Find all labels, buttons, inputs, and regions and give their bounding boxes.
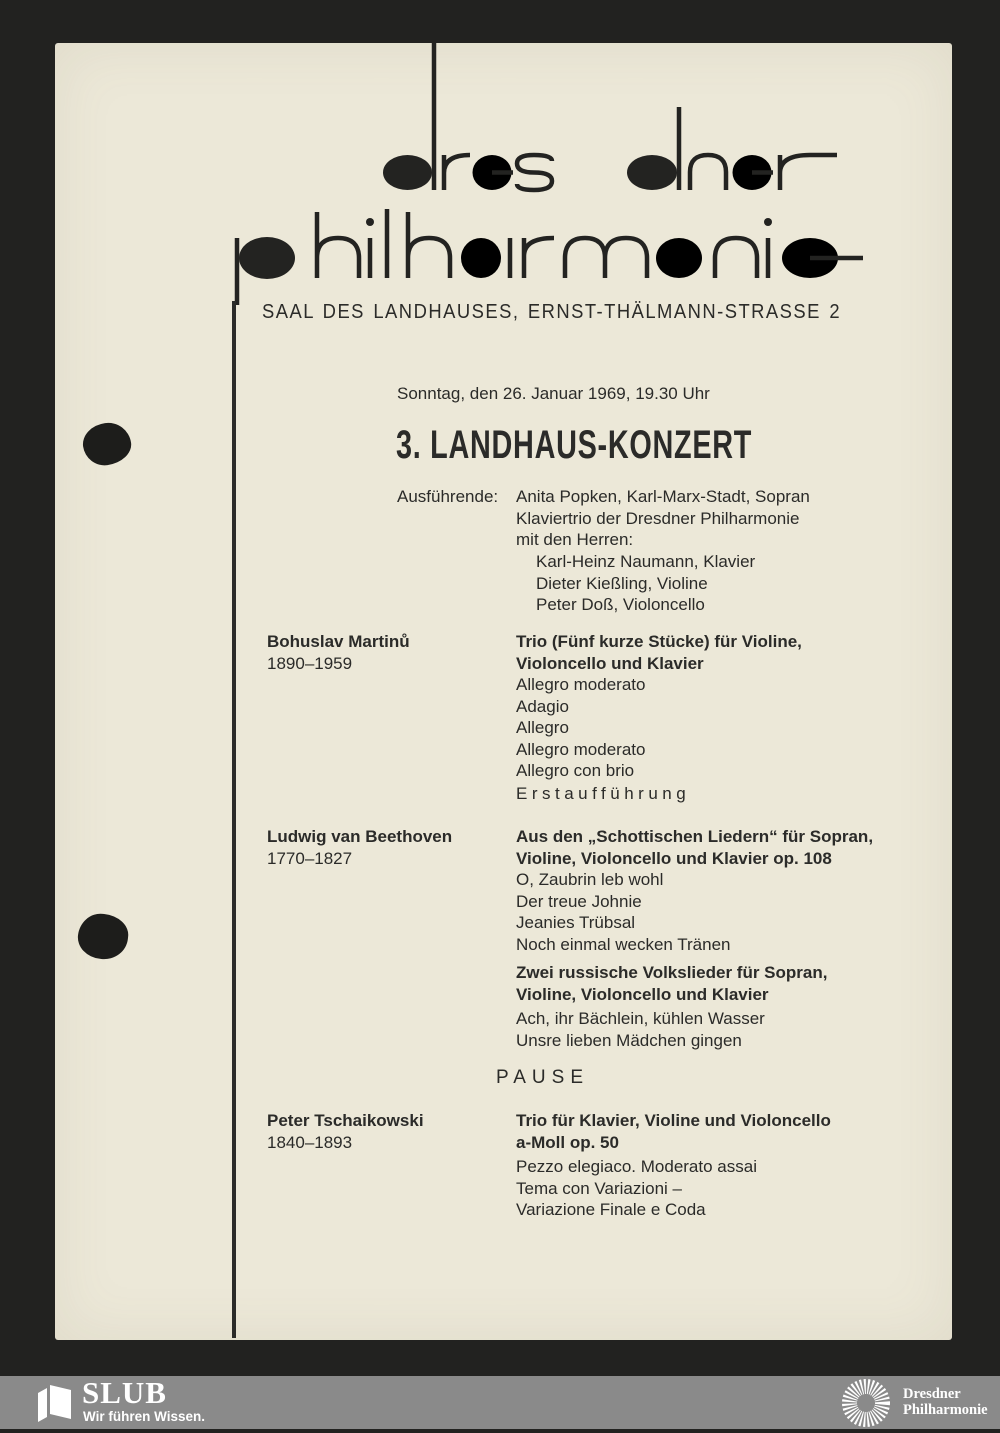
- work-title-line: Trio (Fünf kurze Stücke) für Violine,: [516, 632, 802, 651]
- work-title-line: Trio für Klavier, Violine und Violoncello: [516, 1111, 831, 1130]
- work-title-line: Violoncello und Klavier: [516, 653, 704, 673]
- date-line: Sonntag, den 26. Januar 1969, 19.30 Uhr: [397, 384, 710, 403]
- philharmonie-footer-line1: Dresdner: [903, 1386, 961, 1402]
- composer-dates: 1890–1959: [267, 653, 353, 673]
- performer-line: Dieter Kießling, Violine: [536, 573, 708, 593]
- performer-line: mit den Herren:: [516, 530, 634, 549]
- philharmonie-logo-wordmark: [210, 205, 880, 305]
- program-entry-beethoven-works: [516, 826, 952, 955]
- performers-lines: [516, 486, 810, 551]
- program-entry-tschaikowski-composer: [267, 1110, 517, 1153]
- work-title-line: Zwei russische Volkslieder für Sopran,: [516, 963, 828, 982]
- work-title-line: Aus den „Schottischen Liedern“ für Sopran,: [516, 827, 874, 846]
- performers-label: Ausführende:: [397, 487, 499, 506]
- logo-descender-rule: [232, 301, 236, 1338]
- movement: Ach, ihr Bächlein, kühlen Wasser: [516, 1009, 765, 1028]
- dresdner-logo-wordmark: [380, 43, 850, 193]
- philharmonie-starburst-icon: [836, 1373, 896, 1433]
- work-title-line: a-Moll op. 50: [516, 1132, 619, 1152]
- philharmonie-footer-wordmark: [903, 1386, 988, 1418]
- philharmonie-logo-text: [55, 43, 56, 44]
- movement: Allegro moderato: [516, 739, 646, 759]
- performer-line: Karl-Heinz Naumann, Klavier: [536, 552, 756, 571]
- concert-programme-page: [55, 43, 952, 1340]
- movement: Unsre lieben Mädchen gingen: [516, 1030, 742, 1050]
- pause-label: PAUSE: [496, 1067, 590, 1088]
- movement: Adagio: [516, 696, 569, 716]
- venue-line: SAAL DES LANDHAUSES, ERNST-THÄLMANN-STRASSE 2: [262, 301, 842, 323]
- movement: Allegro: [516, 718, 569, 737]
- composer-dates: 1840–1893: [267, 1132, 353, 1152]
- slub-tagline: Wir führen Wissen.: [83, 1409, 206, 1424]
- program-entry-tschaikowski-works: [516, 1110, 952, 1221]
- composer-dates: 1770–1827: [267, 848, 353, 868]
- composer-name: Peter Tschaikowski: [267, 1111, 424, 1130]
- philharmonie-footer-line2: Philharmonie: [903, 1402, 988, 1418]
- movement: Noch einmal wecken Tränen: [516, 934, 731, 954]
- program-entry-martinu-composer: [267, 631, 517, 674]
- punch-hole-top: [80, 420, 133, 468]
- program-entry-martinu-works: [516, 631, 952, 804]
- performer-line: Anita Popken, Karl-Marx-Stadt, Sopran: [516, 487, 810, 506]
- work-title-line: Violine, Violoncello und Klavier: [516, 984, 769, 1004]
- composer-name: Bohuslav Martinů: [267, 632, 410, 651]
- movement: Der treue Johnie: [516, 891, 642, 911]
- movement: Variazione Finale e Coda: [516, 1200, 706, 1219]
- slub-wordmark: SLUB: [82, 1375, 167, 1410]
- punch-hole-bottom: [76, 912, 130, 962]
- movement: Jeanies Trübsal: [516, 913, 636, 932]
- footer-branding-bar: [0, 1376, 1000, 1429]
- concert-title: 3. LANDHAUS-KONZERT: [396, 423, 753, 467]
- composer-name: Ludwig van Beethoven: [267, 827, 453, 846]
- performer-line: Klaviertrio der Dresdner Philharmonie: [516, 508, 800, 528]
- program-entry-beethoven-composer: [267, 826, 517, 869]
- program-entry-beethoven-work2: [516, 962, 952, 1051]
- movement: Allegro moderato: [516, 675, 646, 694]
- slub-book-icon: [36, 1382, 74, 1424]
- movement: Tema con Variazioni –: [516, 1178, 682, 1198]
- performer-line: Peter Doß, Violoncello: [536, 595, 705, 614]
- movement: Allegro con brio: [516, 761, 635, 780]
- premiere-note: Erstaufführung: [516, 783, 691, 803]
- movement: Pezzo elegiaco. Moderato assai: [516, 1157, 757, 1176]
- movement: O, Zaubrin leb wohl: [516, 870, 664, 889]
- work-title-line: Violine, Violoncello und Klavier op. 108: [516, 848, 832, 868]
- performers-members: [536, 551, 755, 616]
- dresdner-logo-text: [55, 43, 56, 44]
